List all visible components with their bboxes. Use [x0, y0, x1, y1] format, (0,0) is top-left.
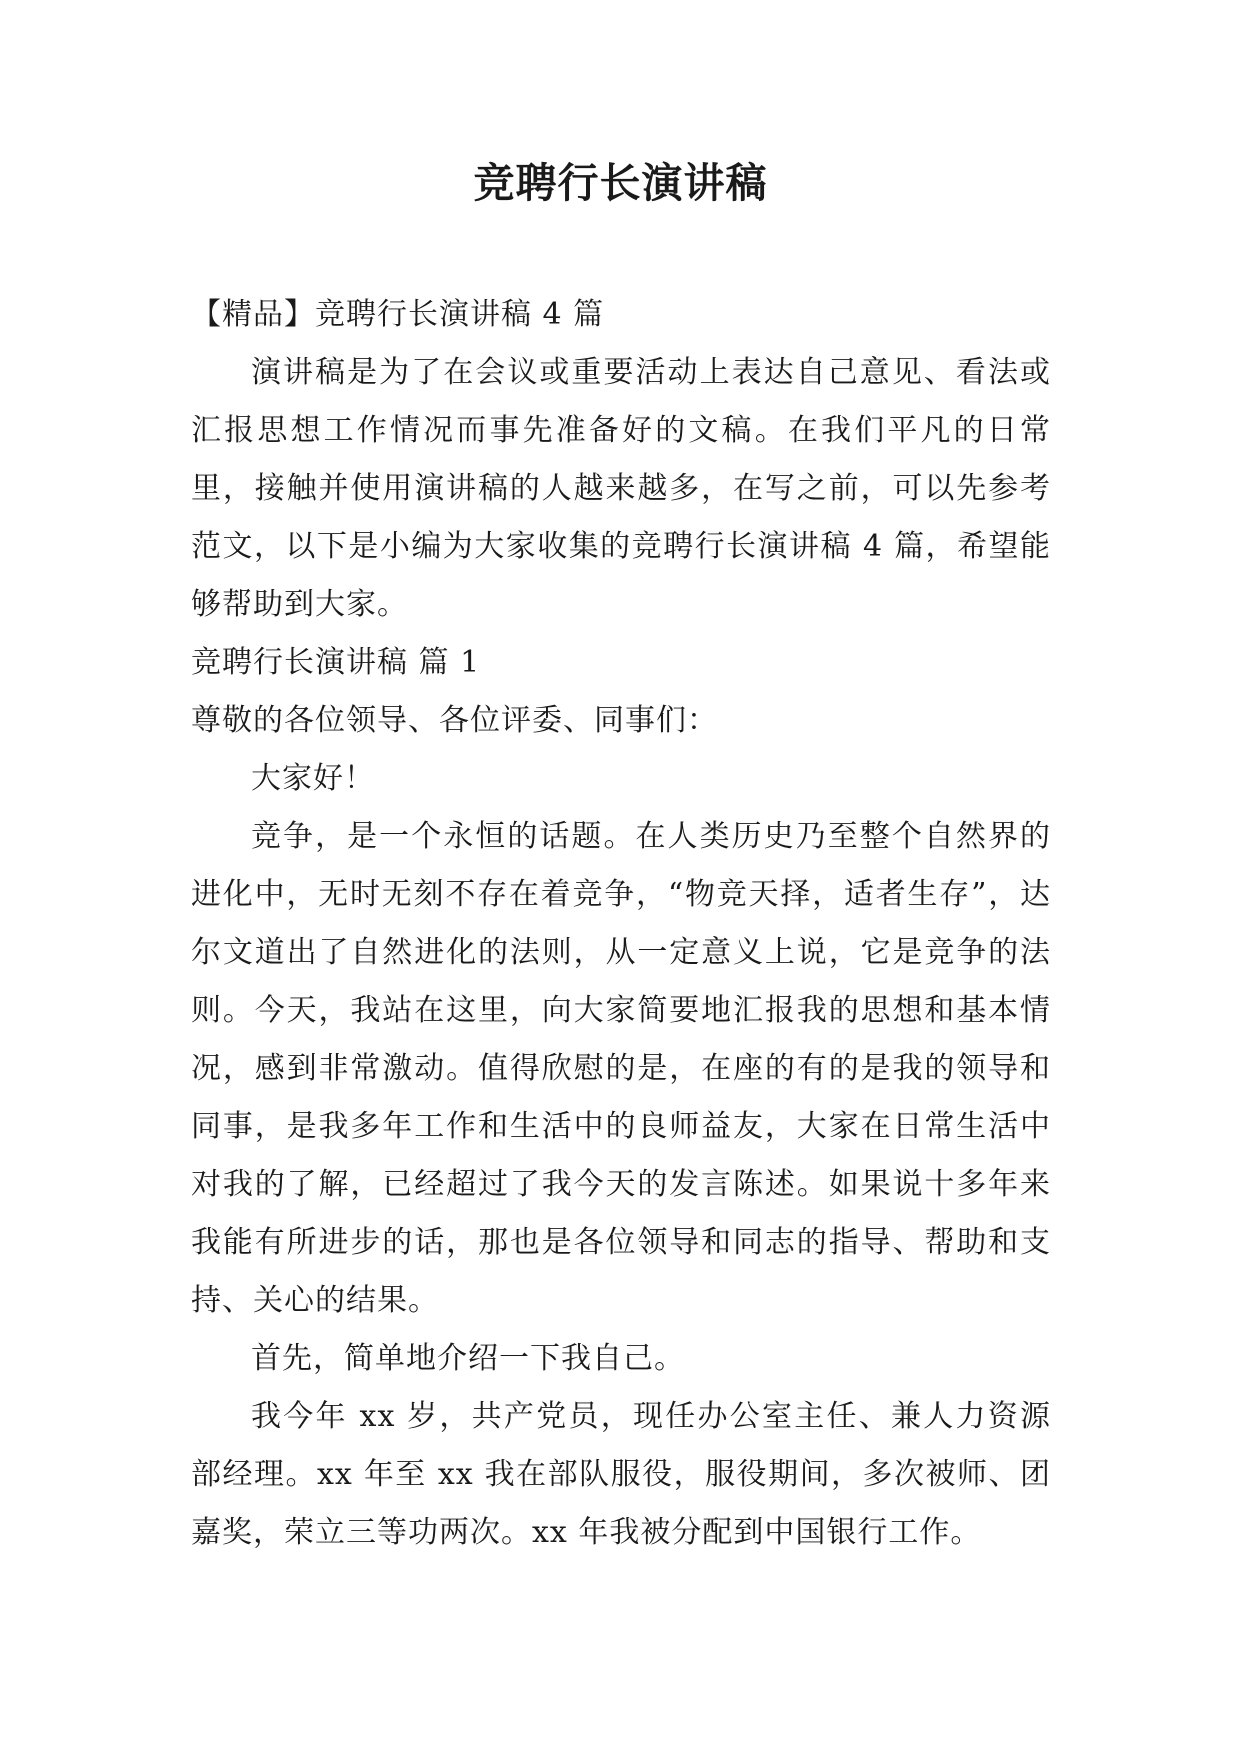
- paragraph-self-intro: 我今年 xx 岁，共产党员，现任办公室主任、兼人力资源部经理。xx 年至 xx 我在部队服役，服役期间，多次被师、团嘉奖，荣立三等功两次。xx 年我被分配到中国银行工作。: [191, 1399, 1051, 1550]
- paragraph-intro: 演讲稿是为了在会议或重要活动上表达自己意见、看法或汇报思想工作情况而事先准备好的文稿。在我们平凡的日常里，接触并使用演讲稿的人越来越多，在写之前，可以先参考范文，以下是小编为大家收集的竞聘行长演讲稿 4 篇，希望能够帮助到大家。: [191, 355, 1051, 622]
- paragraph-section-title: 竞聘行长演讲稿 篇 1: [191, 645, 481, 680]
- paragraph-competition: 竞争，是一个永恒的话题。在人类历史乃至整个自然界的进化中，无时无刻不存在着竞争，“物竞天择，适者生存”，达尔文道出了自然进化的法则，从一定意义上说，它是竞争的法则。今天，我站在这里，向大家简要地汇报我的思想和基本情况，感到非常激动。值得欣慰的是，在座的有的是我的领导和同事，是我多年工作和生活中的良师益友，大家在日常生活中对我的了解，已经超过了我今天的发言陈述。如果说十多年来我能有所进步的话，那也是各位领导和同志的指导、帮助和支持、关心的结果。: [191, 819, 1051, 1318]
- document-body: [191, 286, 1051, 1562]
- paragraph-salutation: 尊敬的各位领导、各位评委、同事们：: [191, 703, 718, 738]
- paragraph-greeting: 大家好！: [251, 761, 375, 796]
- paragraph-heading: 【精品】竞聘行长演讲稿 4 篇: [191, 297, 605, 332]
- paragraph-self-intro-lead: 首先，简单地介绍一下我自己。: [251, 1341, 685, 1376]
- document-title: 竞聘行长演讲稿: [473, 159, 768, 207]
